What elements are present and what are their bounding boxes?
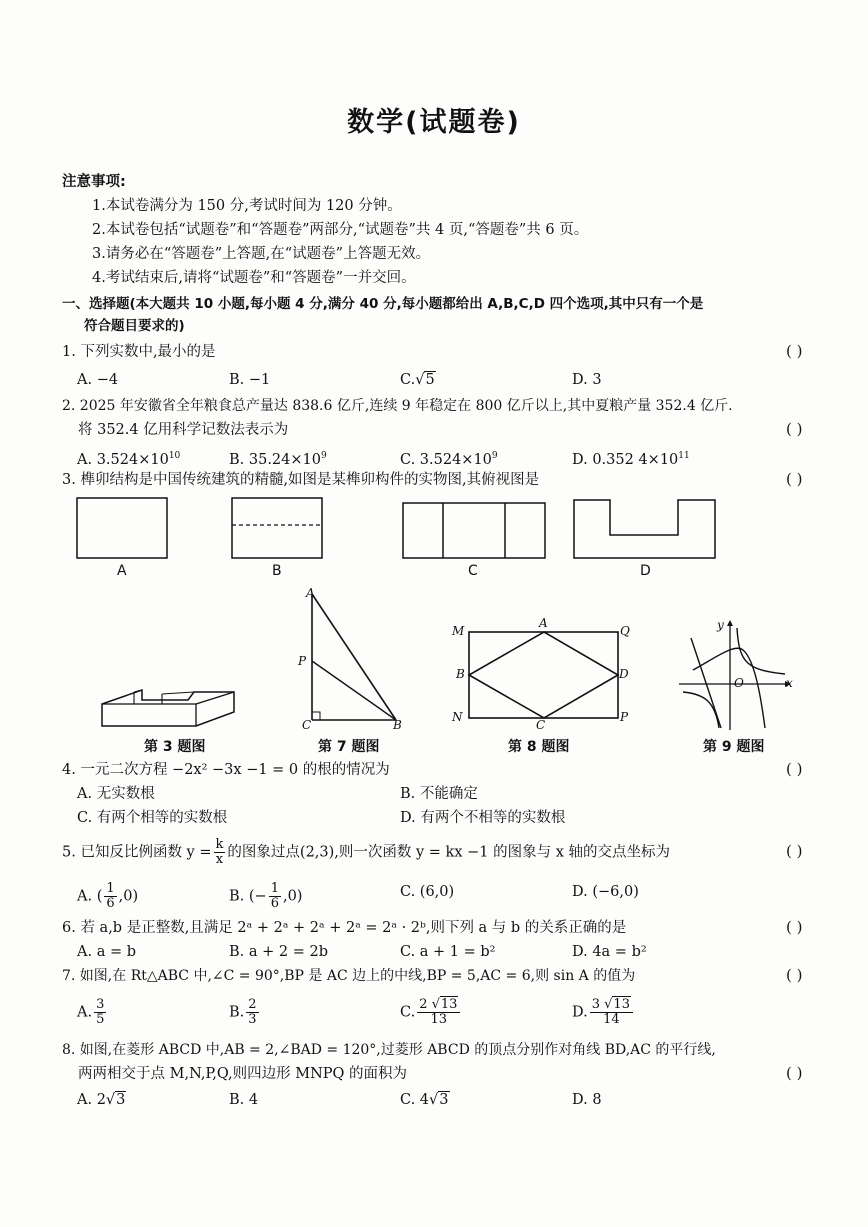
q8-option-d: D. 8	[572, 1092, 602, 1108]
q7-stem: 7. 如图,在 Rt△ABC 中,∠C = 90°,BP 是 AC 边上的中线,BP = 5,AC = 6,则 sin A 的值为	[62, 968, 636, 984]
parabola	[693, 648, 765, 728]
q1-option-a: A. −4	[77, 372, 119, 388]
q5-stem-post: 的图象过点(2,3),则一次函数 y = kx −1 的图象与 x 轴的交点坐标为	[227, 844, 671, 861]
q6-option-d: D. 4a = b²	[572, 944, 647, 960]
fig8-rectangle-rhombus	[465, 628, 635, 728]
q8-stem: 8. 如图,在菱形 ABCD 中,AB = 2,∠BAD = 120°,过菱形 ABCD 的顶点分别作对角线 BD,AC 的平行线,	[62, 1042, 716, 1058]
q7-option-a	[77, 998, 108, 1027]
q4-option-b: B. 不能确定	[400, 786, 478, 802]
q7-option-b	[229, 998, 261, 1027]
q8-option-a-pre: A. 2	[77, 1092, 106, 1108]
numerator: 2	[248, 997, 257, 1012]
coefficient: 3	[591, 997, 600, 1012]
numerator: 2 √13	[417, 998, 460, 1013]
denominator: 6	[106, 896, 115, 911]
view-d-shape	[574, 500, 715, 558]
radicand: 5	[425, 372, 435, 388]
q2-option-a	[77, 446, 180, 470]
q7-option-c	[400, 998, 462, 1027]
q2-option-a-base: A. 3.524×10	[77, 451, 169, 468]
fraction	[214, 838, 226, 867]
view-a-label: A	[117, 563, 127, 579]
q1-option-c-label: C.	[400, 372, 416, 388]
section-heading-cont: 符合题目要求的)	[84, 318, 185, 334]
exponent: 9	[491, 451, 498, 461]
exponent: 9	[320, 451, 327, 461]
fraction	[417, 998, 460, 1027]
view-a-rect	[77, 498, 167, 558]
q6-answer-blank: ( )	[786, 918, 803, 936]
q2-stem-cont: 将 352.4 亿用科学记数法表示为	[78, 422, 289, 438]
point-label: P	[298, 654, 307, 668]
fig7-caption: 第 7 题图	[318, 739, 380, 755]
denominator: x	[215, 852, 224, 867]
point-label: A	[539, 616, 548, 630]
q8-stem-cont: 两两相交于点 M,N,P,Q,则四边形 MNPQ 的面积为	[78, 1066, 408, 1082]
q5-option-a-post: ,0)	[118, 888, 139, 905]
q1-answer-blank: ( )	[786, 342, 803, 360]
radicand: 13	[440, 997, 458, 1012]
line-graph	[691, 638, 721, 728]
notice-item: 1.本试卷满分为 150 分,考试时间为 120 分钟。	[92, 198, 402, 214]
q2-option-c	[400, 446, 498, 470]
option-letter: A.	[77, 1004, 93, 1021]
point-label: B	[393, 718, 402, 732]
point-label: A	[306, 586, 315, 600]
q1-stem: 1. 下列实数中,最小的是	[62, 344, 216, 360]
q5-option-a	[77, 882, 138, 911]
numerator: 1	[270, 881, 279, 896]
q4-option-a: A. 无实数根	[77, 786, 155, 802]
hyperbola-branch	[683, 692, 719, 728]
q2-option-d	[572, 446, 690, 470]
view-b-rect	[232, 498, 322, 558]
q3-option-views	[0, 495, 868, 595]
notice-item: 2.本试卷包括“试题卷”和“答题卷”两部分,“试题卷”共 4 页,“答题卷”共 6 页。	[92, 222, 589, 238]
point-label: C	[536, 718, 546, 732]
q8-answer-blank: ( )	[786, 1064, 803, 1082]
q4-stem: 4. 一元二次方程 −2x² −3x −1 = 0 的根的情况为	[62, 762, 390, 778]
q3-answer-blank: ( )	[786, 470, 803, 488]
q8-option-b: B. 4	[229, 1092, 259, 1108]
option-letter: D.	[572, 1004, 588, 1021]
exponent: 10	[168, 451, 181, 461]
point-label: D	[619, 667, 629, 681]
origin-label: O	[734, 676, 744, 690]
q8-option-c: C. 4√3	[400, 1092, 449, 1108]
notice-item: 3.请务必在“答题卷”上答题,在“试题卷”上答题无效。	[92, 246, 431, 262]
q1-option-b: B. −1	[229, 372, 271, 388]
q6-stem: 6. 若 a,b 是正整数,且满足 2ᵃ + 2ᵃ + 2ᵃ + 2ᵃ = 2ᵃ · 2ᵇ,则下列 a 与 b 的关系正确的是	[62, 920, 627, 936]
radicand: 13	[613, 997, 630, 1012]
axis-label: y	[717, 618, 724, 632]
q5-answer-blank: ( )	[786, 842, 803, 860]
q5-stem	[62, 838, 670, 867]
q3-stem: 3. 榫卯结构是中国传统建筑的精髓,如图是某榫卯构件的实物图,其俯视图是	[62, 472, 540, 488]
point-label: Q	[620, 624, 630, 638]
fraction	[246, 998, 258, 1027]
denominator: 6	[270, 896, 279, 911]
exponent: 11	[678, 451, 690, 461]
q5-option-a-pre: A. (	[77, 888, 103, 905]
q2-stem: 2. 2025 年安徽省全年粮食总产量达 838.6 亿斤,连续 9 年稳定在 800 亿斤以上,其中夏粮产量 352.4 亿斤.	[62, 398, 733, 414]
denominator: 14	[603, 1012, 620, 1027]
fraction	[94, 998, 106, 1027]
fig7-triangle	[300, 590, 420, 740]
view-d-label: D	[640, 563, 651, 579]
view-b-label: B	[272, 563, 282, 579]
q5-stem-pre: 5. 已知反比例函数 y =	[62, 844, 212, 861]
point-label: B	[456, 667, 465, 681]
fig3-caption: 第 3 题图	[144, 739, 206, 755]
q4-option-c: C. 有两个相等的实数根	[77, 810, 228, 826]
coefficient: 2	[419, 997, 428, 1012]
q2-option-b-base: B. 35.24×10	[229, 451, 321, 468]
q5-option-d: D. (−6,0)	[572, 884, 639, 900]
q2-answer-blank: ( )	[786, 420, 803, 438]
q1-option-c: C.√5	[400, 372, 435, 388]
notice-item: 4.考试结束后,请将“试题卷”和“答题卷”一并交回。	[92, 270, 416, 286]
numerator: 3	[96, 997, 105, 1012]
denominator: 3	[248, 1012, 257, 1027]
point-label: P	[620, 710, 629, 724]
q1-option-d: D. 3	[572, 372, 602, 388]
radicand: 3	[116, 1092, 126, 1108]
axis-label: x	[786, 676, 793, 690]
q2-option-b	[229, 446, 327, 470]
view-c-rect	[403, 503, 545, 558]
option-letter: B.	[229, 1004, 245, 1021]
point-label: C	[302, 718, 312, 732]
q5-option-c: C. (6,0)	[400, 884, 455, 900]
view-c-label: C	[468, 563, 478, 579]
q4-option-d: D. 有两个不相等的实数根	[400, 810, 566, 826]
option-letter: C.	[400, 1004, 416, 1021]
q6-option-a: A. a = b	[77, 944, 136, 960]
page-title: 数学(试题卷)	[347, 107, 521, 138]
numerator: 3 √13	[590, 998, 633, 1013]
point-label: M	[452, 624, 465, 638]
q5-option-b-post: ,0)	[282, 888, 303, 905]
denominator: 13	[430, 1012, 448, 1027]
q4-answer-blank: ( )	[786, 760, 803, 778]
q2-option-d-base: D. 0.352 4×10	[572, 451, 679, 468]
fraction	[269, 882, 281, 911]
fig9-caption: 第 9 题图	[703, 739, 765, 755]
q8-option-a: A. 2√3	[77, 1092, 126, 1108]
fraction	[104, 882, 116, 911]
point-label: N	[452, 710, 463, 724]
numerator: 1	[106, 881, 115, 896]
q2-option-c-base: C. 3.524×10	[400, 451, 492, 468]
denominator: 5	[96, 1012, 105, 1027]
notice-heading: 注意事项:	[62, 174, 126, 190]
numerator: k	[215, 837, 224, 852]
right-angle-mark	[312, 712, 320, 720]
q8-option-c-pre: C. 4	[400, 1092, 430, 1108]
q6-option-b: B. a + 2 = 2b	[229, 944, 328, 960]
q7-answer-blank: ( )	[786, 966, 803, 984]
q6-option-c: C. a + 1 = b²	[400, 944, 496, 960]
fig8-caption: 第 8 题图	[508, 739, 570, 755]
q5-option-b	[229, 882, 302, 911]
fraction	[590, 998, 633, 1027]
radicand: 3	[439, 1092, 449, 1108]
q7-option-d	[572, 998, 635, 1027]
section-heading: 一、选择题(本大题共 10 小题,每小题 4 分,满分 40 分,每小题都给出 A,B,C,D 四个选项,其中只有一个是	[62, 296, 704, 312]
q5-option-b-pre: B. (−	[229, 888, 267, 905]
fig3-mortise-block	[100, 680, 280, 740]
